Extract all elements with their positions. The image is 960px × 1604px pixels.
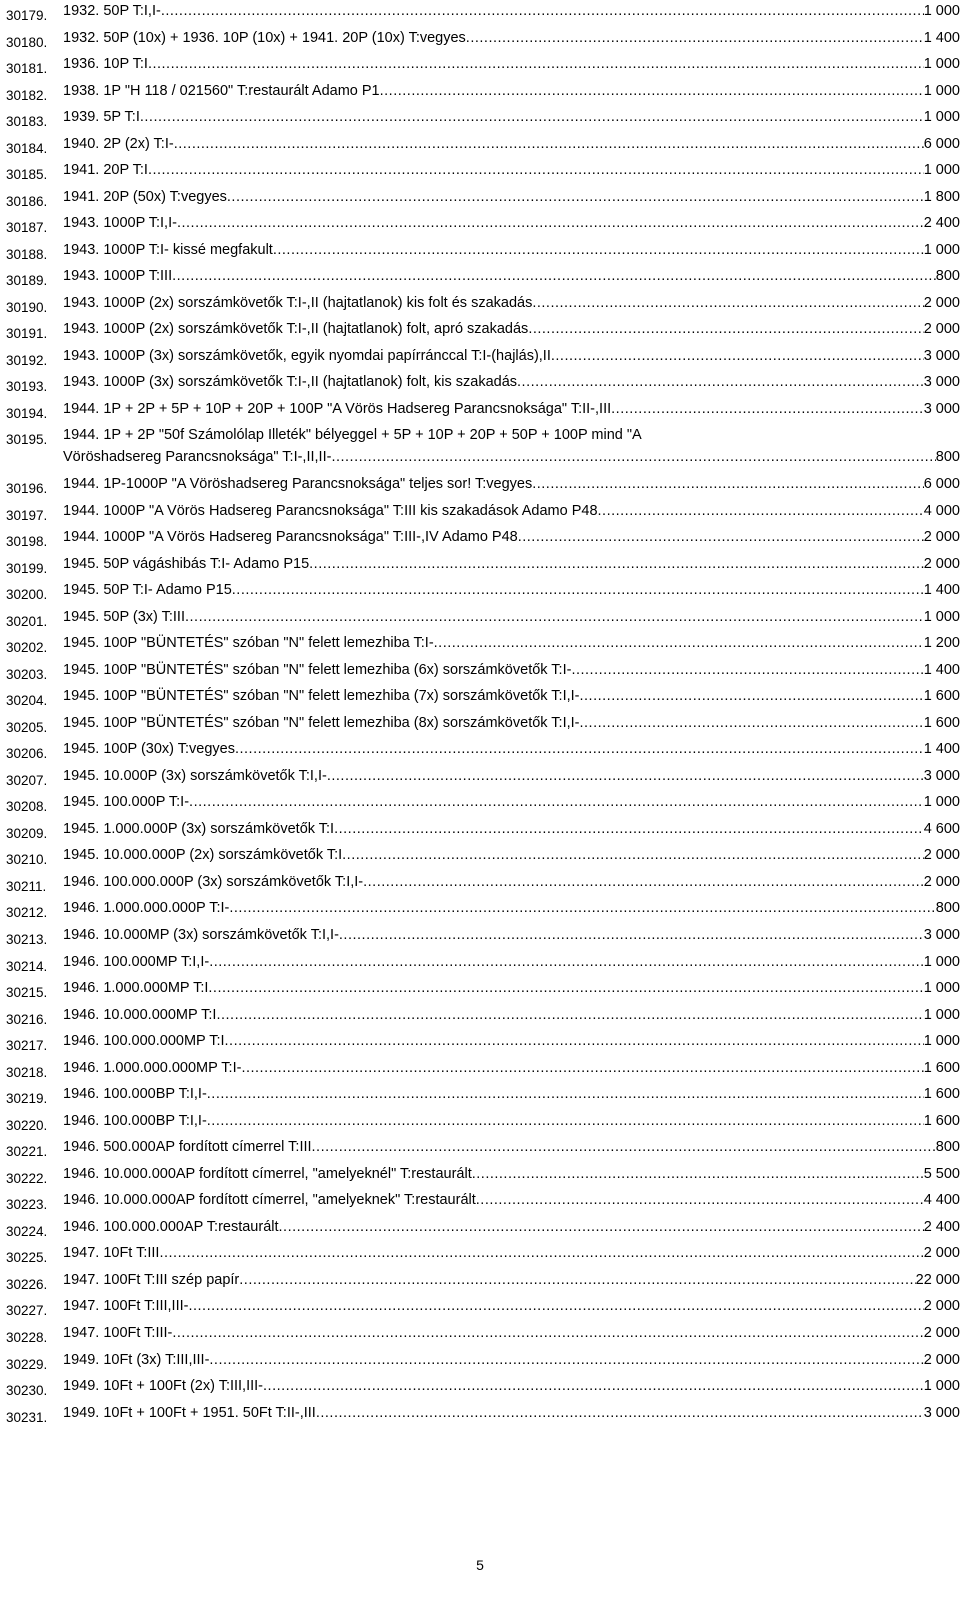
lot-price: 6 000 <box>923 135 960 152</box>
lot-price: 1 400 <box>923 741 960 758</box>
lot-number: 30205. <box>6 719 48 735</box>
lot-description <box>63 556 960 573</box>
lot-description <box>63 1405 960 1422</box>
lot-price: 1 600 <box>923 1086 960 1103</box>
lot-number: 30180. <box>6 34 48 50</box>
lot-description <box>63 927 960 944</box>
lot-number: 30186. <box>6 193 48 209</box>
lot-number: 30228. <box>6 1329 48 1345</box>
lot-text-continued: Vöröshadsereg Parancsnoksága" T:I-,II,II- <box>63 449 332 466</box>
lot-price: 1 000 <box>923 953 960 970</box>
lot-number: 30204. <box>6 693 48 709</box>
lot-text: 1947. 10Ft T:III <box>63 1245 160 1262</box>
lot-text: 1943. 1000P (2x) sorszámkövetők T:I-,II (hajtatlanok) folt, apró szakadás <box>63 321 529 338</box>
lot-number: 30203. <box>6 666 48 682</box>
lot-number: 30230. <box>6 1383 48 1399</box>
lot-number: 30211. <box>6 878 47 894</box>
leader-dots <box>598 503 924 520</box>
lot-price: 800 <box>935 900 960 917</box>
lot-number: 30196. <box>6 481 48 496</box>
lot-description <box>63 662 960 679</box>
leader-dots <box>263 1378 924 1395</box>
leader-dots <box>334 821 924 838</box>
lot-price: 1 400 <box>923 582 960 599</box>
lot-description <box>63 715 960 732</box>
lot-description <box>63 1139 960 1156</box>
lot-number: 30210. <box>6 852 48 868</box>
lot-text: 1946. 100.000.000AP T:restaurált <box>63 1218 279 1235</box>
lot-number: 30216. <box>6 1011 48 1027</box>
leader-dots <box>312 1139 936 1156</box>
leader-dots <box>208 980 923 997</box>
lot-text: 1946. 1.000.000.000P T:I- <box>63 900 230 917</box>
lot-text: 1945. 100.000P T:I- <box>63 794 190 811</box>
lot-number: 30182. <box>6 87 48 103</box>
lot-price: 3 000 <box>923 927 960 944</box>
lot-description <box>63 1113 960 1130</box>
lot-price: 5 500 <box>923 1165 960 1182</box>
lot-number: 30187. <box>6 220 48 236</box>
lot-price: 2 000 <box>923 847 960 864</box>
lot-text: 1945. 100P "BÜNTETÉS" szóban "N" felett lemezhiba T:I- <box>63 635 434 652</box>
lot-text: 1940. 2P (2x) T:I- <box>63 135 174 152</box>
lot-number: 30192. <box>6 352 48 368</box>
lot-description <box>63 348 960 365</box>
lot-text: 1943. 1000P (3x) sorszámkövetők T:I-,II (hajtatlanok) folt, kis szakadás <box>63 374 518 391</box>
lot-text: 1946. 10.000.000MP T:I <box>63 1006 217 1023</box>
lot-text: 1946. 100.000.000P (3x) sorszámkövetők T:I,I- <box>63 873 364 890</box>
lot-text: 1946. 1.000.000MP T:I <box>63 980 209 997</box>
lot-price: 800 <box>935 1139 960 1156</box>
lot-price: 3 000 <box>923 347 960 364</box>
leader-dots <box>342 847 924 864</box>
lot-price: 3 000 <box>923 374 960 391</box>
lot-description <box>63 3 960 20</box>
lot-price: 1 400 <box>923 29 960 46</box>
leader-dots <box>209 954 924 971</box>
lot-description <box>63 321 960 338</box>
lot-price: 1 600 <box>923 1059 960 1076</box>
lot-text: 1944. 1P-1000P "A Vöröshadsereg Parancsnoksága" teljes sor! T:vegyes <box>63 476 533 492</box>
leader-dots <box>188 1298 923 1315</box>
leader-dots <box>140 109 924 126</box>
lot-text: 1943. 1000P T:III <box>63 268 173 285</box>
lot-price: 1 400 <box>923 661 960 678</box>
lot-price: 1 200 <box>923 635 960 652</box>
lot-number: 30181. <box>6 61 48 77</box>
lot-price: 4 000 <box>923 502 960 519</box>
lot-number: 30212. <box>6 905 48 921</box>
lot-description <box>63 1192 960 1209</box>
leader-dots <box>532 295 923 312</box>
leader-dots <box>316 1405 924 1422</box>
lot-number: 30227. <box>6 1303 48 1319</box>
lot-number: 30206. <box>6 746 48 762</box>
leader-dots <box>227 189 924 206</box>
lot-description <box>63 874 960 891</box>
lot-description <box>63 741 960 758</box>
lot-text: 1939. 5P T:I <box>63 109 140 126</box>
lot-description <box>63 1378 960 1395</box>
lot-text: 1944. 1P + 2P "50f Számolólap Illeték" bélyeggel + 5P + 10P + 20P + 50P + 100P mind "A <box>63 427 642 444</box>
lot-price: 1 000 <box>923 980 960 997</box>
leader-dots <box>331 449 935 466</box>
lot-price: 1 800 <box>923 188 960 205</box>
lot-number: 30198. <box>6 534 48 550</box>
lot-price: 800 <box>935 268 960 285</box>
leader-dots <box>177 215 924 232</box>
leader-dots <box>279 1219 924 1236</box>
lot-number: 30222. <box>6 1170 48 1186</box>
lot-description <box>63 427 960 466</box>
lot-number: 30195. <box>6 432 48 448</box>
leader-dots <box>327 768 924 785</box>
lot-text: 1946. 500.000AP fordított címerrel T:III <box>63 1139 312 1156</box>
leader-dots <box>229 900 935 917</box>
lot-text: 1947. 100Ft T:III- <box>63 1324 173 1341</box>
lot-text: 1943. 1000P T:I,I- <box>63 215 177 232</box>
leader-dots <box>551 348 924 365</box>
lot-description <box>63 109 960 126</box>
leader-dots <box>216 1007 923 1024</box>
lot-price: 1 600 <box>923 688 960 705</box>
lot-price: 1 600 <box>923 714 960 731</box>
lot-price: 2 000 <box>923 321 960 338</box>
lot-price: 3 000 <box>923 1404 960 1421</box>
lot-text: 1941. 20P T:I <box>63 162 148 179</box>
leader-dots <box>528 321 923 338</box>
lot-text: 1932. 50P (10x) + 1936. 10P (10x) + 1941. 20P (10x) T:vegyes <box>63 29 466 46</box>
lot-price: 22 000 <box>915 1271 960 1288</box>
leader-dots <box>273 242 924 259</box>
leader-dots <box>434 635 924 652</box>
lot-text: 1944. 1P + 2P + 5P + 10P + 20P + 100P "A Vörös Hadsereg Parancsnoksága" T:II-,III <box>63 400 612 417</box>
lot-description <box>63 954 960 971</box>
lot-description <box>63 476 960 493</box>
leader-dots <box>532 476 923 493</box>
lot-text: 1945. 100P "BÜNTETÉS" szóban "N" felett lemezhiba (7x) sorszámkövetők T:I,I- <box>63 688 580 705</box>
lot-price: 2 000 <box>923 294 960 311</box>
lot-price: 6 000 <box>923 476 960 492</box>
leader-dots <box>309 556 924 573</box>
lot-number: 30221. <box>6 1144 48 1160</box>
lot-number: 30225. <box>6 1250 48 1266</box>
lot-number: 30209. <box>6 825 48 841</box>
lot-description <box>63 83 960 100</box>
leader-dots <box>232 582 924 599</box>
lot-description <box>63 503 960 520</box>
lot-number: 30200. <box>6 587 48 603</box>
lot-description <box>63 215 960 232</box>
lot-number: 30223. <box>6 1197 48 1213</box>
lot-text: 1945. 100P (30x) T:vegyes <box>63 741 235 758</box>
lot-price: 3 000 <box>923 400 960 417</box>
leader-dots <box>225 1033 924 1050</box>
lot-text: 1944. 1000P "A Vörös Hadsereg Parancsnoksága" T:III-,IV Adamo P48 <box>63 529 518 546</box>
lot-description <box>63 768 960 785</box>
lot-description <box>63 821 960 838</box>
lot-price: 2 400 <box>923 1218 960 1235</box>
lot-number: 30220. <box>6 1117 48 1133</box>
leader-dots <box>235 741 924 758</box>
lot-text: 1943. 1000P (3x) sorszámkövetők, egyik nyomdai papírránccal T:I-(hajlás),II <box>63 347 551 364</box>
leader-dots <box>571 662 923 679</box>
lot-price: 1 000 <box>923 162 960 179</box>
lot-description <box>63 1007 960 1024</box>
leader-dots <box>185 609 924 626</box>
lot-text: 1946. 100.000BP T:I,I- <box>63 1112 207 1129</box>
lot-description <box>63 1166 960 1183</box>
lot-description <box>63 1245 960 1262</box>
lot-price: 1 000 <box>923 1378 960 1395</box>
lot-description <box>63 900 960 917</box>
lot-description <box>63 582 960 599</box>
lot-description <box>63 189 960 206</box>
lot-text: 1936. 10P T:I <box>63 56 148 73</box>
lot-text: 1945. 100P "BÜNTETÉS" szóban "N" felett lemezhiba (8x) sorszámkövetők T:I,I- <box>63 714 580 731</box>
leader-dots <box>518 529 924 546</box>
lot-price: 800 <box>935 449 960 466</box>
lot-price: 3 000 <box>923 767 960 784</box>
leader-dots <box>380 83 924 100</box>
lot-description <box>63 401 960 418</box>
lot-number: 30188. <box>6 246 48 262</box>
leader-dots <box>476 1192 924 1209</box>
lot-price: 2 000 <box>923 1324 960 1341</box>
leader-dots <box>209 1352 923 1369</box>
lot-number: 30189. <box>6 273 48 289</box>
lot-description <box>63 1352 960 1369</box>
lot-price: 1 000 <box>923 82 960 99</box>
lot-description <box>63 242 960 259</box>
lot-description <box>63 1219 960 1236</box>
lot-number: 30190. <box>6 299 48 315</box>
lot-text: 1941. 20P (50x) T:vegyes <box>63 188 227 205</box>
lot-number: 30202. <box>6 640 48 656</box>
lot-price: 1 000 <box>923 3 960 19</box>
lot-text: 1946. 100.000.000MP T:I <box>63 1033 225 1050</box>
leader-dots <box>207 1086 924 1103</box>
leader-dots <box>363 874 924 891</box>
lot-text: 1949. 10Ft + 100Ft + 1951. 50Ft T:II-,III <box>63 1404 316 1421</box>
lot-text: 1946. 1.000.000.000MP T:I- <box>63 1059 242 1076</box>
lot-text: 1945. 1.000.000P (3x) sorszámkövetők T:I <box>63 820 335 837</box>
lot-price: 1 000 <box>923 1006 960 1023</box>
lot-text: 1946. 100.000BP T:I,I- <box>63 1086 207 1103</box>
lot-number: 30213. <box>6 932 48 948</box>
lot-description <box>63 268 960 285</box>
lot-number: 30214. <box>6 958 48 974</box>
lot-description <box>63 635 960 652</box>
lot-description <box>63 1033 960 1050</box>
leader-dots <box>161 3 924 20</box>
leader-dots <box>159 1245 923 1262</box>
leader-dots <box>148 56 924 73</box>
leader-dots <box>339 927 924 944</box>
leader-dots <box>517 374 924 391</box>
lot-number: 30224. <box>6 1223 48 1239</box>
leader-dots <box>611 401 924 418</box>
lot-description <box>63 162 960 179</box>
leader-dots <box>466 30 924 47</box>
lot-description <box>63 688 960 705</box>
leader-dots <box>207 1113 924 1130</box>
leader-dots <box>148 162 924 179</box>
lot-price: 1 000 <box>923 1033 960 1050</box>
leader-dots <box>239 1272 915 1289</box>
lot-description <box>63 56 960 73</box>
lot-text: 1944. 1000P "A Vörös Hadsereg Parancsnoksága" T:III kis szakadások Adamo P48 <box>63 502 598 519</box>
lot-number: 30208. <box>6 799 48 815</box>
page-number: 5 <box>476 1557 484 1573</box>
lot-price: 2 000 <box>923 1351 960 1368</box>
lot-text: 1945. 100P "BÜNTETÉS" szóban "N" felett lemezhiba (6x) sorszámkövetők T:I- <box>63 661 572 678</box>
lot-price: 1 000 <box>923 794 960 811</box>
lot-price: 4 400 <box>923 1192 960 1209</box>
lot-text: 1945. 10.000P (3x) sorszámkövetők T:I,I- <box>63 767 327 784</box>
leader-dots <box>172 268 936 285</box>
lot-number: 30218. <box>6 1064 48 1080</box>
lot-description <box>63 1272 960 1289</box>
lot-number: 30193. <box>6 379 48 395</box>
lot-price: 2 000 <box>923 1298 960 1315</box>
lot-description <box>63 609 960 626</box>
leader-dots <box>580 715 924 732</box>
lot-description <box>63 374 960 391</box>
lot-text: 1932. 50P T:I,I- <box>63 3 161 19</box>
leader-dots <box>189 794 924 811</box>
lot-price: 2 400 <box>923 215 960 232</box>
lot-description <box>63 1060 960 1077</box>
lot-number: 30226. <box>6 1276 48 1292</box>
lot-description <box>63 136 960 153</box>
lot-price: 4 600 <box>923 820 960 837</box>
lot-number: 30199. <box>6 560 48 576</box>
leader-dots <box>241 1060 923 1077</box>
lot-number: 30229. <box>6 1356 48 1372</box>
lot-number: 30219. <box>6 1091 48 1107</box>
lot-number: 30184. <box>6 140 48 156</box>
leader-dots <box>472 1166 924 1183</box>
lot-number: 30201. <box>6 613 48 629</box>
lot-description <box>63 30 960 47</box>
lot-text: 1945. 10.000.000P (2x) sorszámkövetők T:I <box>63 847 343 864</box>
lot-text: 1946. 100.000MP T:I,I- <box>63 953 210 970</box>
leader-dots <box>174 136 924 153</box>
lot-text: 1947. 100Ft T:III,III- <box>63 1298 189 1315</box>
lot-price: 1 000 <box>923 241 960 258</box>
lot-number: 30185. <box>6 167 48 183</box>
lot-description <box>63 1325 960 1342</box>
lot-description <box>63 1086 960 1103</box>
lot-price: 1 000 <box>923 608 960 625</box>
lot-text: 1945. 50P T:I- Adamo P15 <box>63 582 232 599</box>
lot-number: 30207. <box>6 772 48 788</box>
lot-text: 1943. 1000P (2x) sorszámkövetők T:I-,II (hajtatlanok) kis folt és szakadás <box>63 294 533 311</box>
leader-dots <box>580 688 924 705</box>
lot-description <box>63 1298 960 1315</box>
lot-price: 1 600 <box>923 1112 960 1129</box>
lot-price: 1 000 <box>923 56 960 73</box>
lot-number: 30215. <box>6 985 48 1001</box>
lot-price: 2 000 <box>923 529 960 546</box>
lot-number: 30197. <box>6 507 48 523</box>
lot-text: 1949. 10Ft + 100Ft (2x) T:III,III- <box>63 1378 264 1395</box>
lot-description <box>63 847 960 864</box>
lot-text: 1945. 50P (3x) T:III <box>63 608 185 625</box>
lot-number: 30231. <box>6 1409 48 1425</box>
leader-dots <box>172 1325 923 1342</box>
lot-description <box>63 529 960 546</box>
lot-text: 1938. 1P "H 118 / 021560" T:restaurált Adamo P1 <box>63 82 380 99</box>
lot-text: 1946. 10.000MP (3x) sorszámkövetők T:I,I- <box>63 927 339 944</box>
lot-price: 2 000 <box>923 555 960 572</box>
lot-price: 2 000 <box>923 1245 960 1262</box>
lot-text: 1946. 10.000.000AP fordított címerrel, "amelyeknél" T:restaurált <box>63 1165 472 1182</box>
lot-number: 30194. <box>6 405 48 421</box>
lot-text: 1946. 10.000.000AP fordított címerrel, "amelyeknek" T:restaurált <box>63 1192 476 1209</box>
lot-number: 30191. <box>6 326 48 342</box>
lot-number: 30217. <box>6 1038 48 1054</box>
lot-text: 1943. 1000P T:I- kissé megfakult <box>63 241 273 258</box>
lot-price: 2 000 <box>923 873 960 890</box>
lot-text: 1945. 50P vágáshibás T:I- Adamo P15 <box>63 555 310 572</box>
lot-price: 1 000 <box>923 109 960 126</box>
lot-number: 30179. <box>6 8 48 23</box>
lot-text: 1949. 10Ft (3x) T:III,III- <box>63 1351 210 1368</box>
lot-description <box>63 794 960 811</box>
lot-text: 1947. 100Ft T:III szép papír <box>63 1271 240 1288</box>
lot-description <box>63 980 960 997</box>
lot-number: 30183. <box>6 114 48 130</box>
lot-description <box>63 295 960 312</box>
